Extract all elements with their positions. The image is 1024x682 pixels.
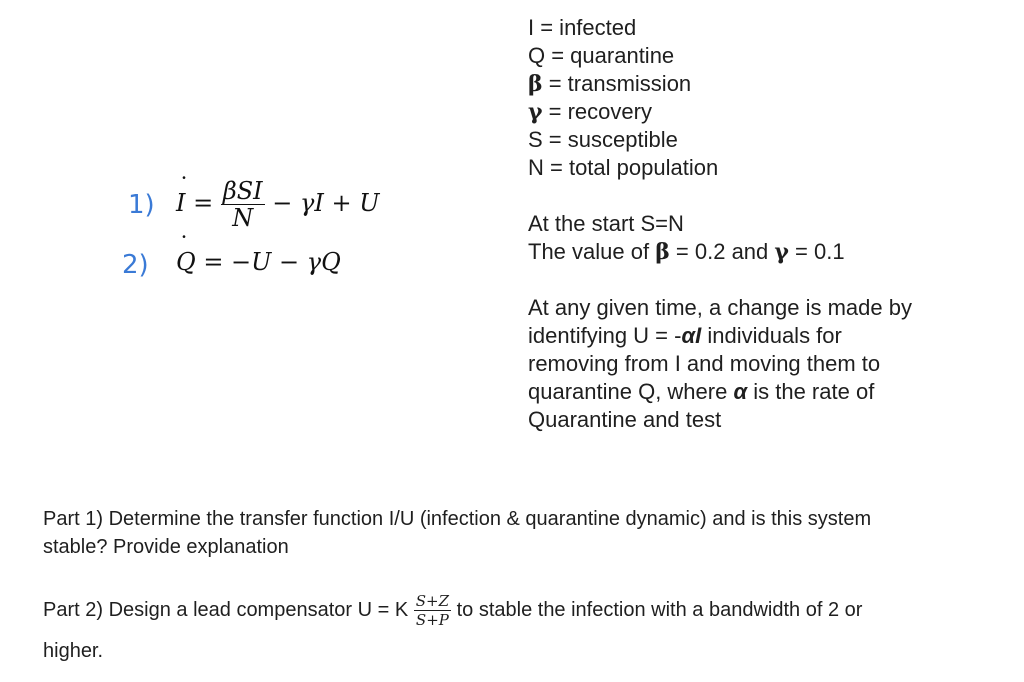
definition-recovery [528,98,718,126]
equation-1-label: 1) [128,190,155,220]
part-2-suffix: to stable the infection with a bandwidth of 2 or [456,598,863,621]
gamma-symbol: γ [774,239,789,265]
note-change-4 [528,378,912,406]
note-values-prefix: The value of [528,239,656,264]
gamma-symbol: γ [528,99,543,125]
eq1-numerator: βSI [222,177,263,205]
frac-numerator: S+Z [415,592,450,610]
problem-notes [528,210,912,434]
part-2-line-2: higher. [43,640,104,662]
eq1-equals: = [185,189,221,217]
part-2-line-1 [43,592,862,629]
variable-definitions [528,14,718,182]
note-change-3: removing from I and moving them to [528,351,881,376]
equation-1 [176,178,379,231]
eq1-denominator: N [232,204,254,232]
equation-2-label: 2) [122,250,149,280]
beta-value: = 0.2 and [669,239,775,264]
note-change-2 [528,322,912,350]
definition-total-population: N = total population [528,155,719,180]
eq1-rest: − γI + U [264,189,380,217]
part-1-line-2: stable? Provide explanation [43,536,289,558]
part-1-line-1: Part 1) Determine the transfer function I/U (infection & quarantine dynamic) and is this system [43,508,872,530]
definition-quarantine: Q = quarantine [528,43,675,68]
note-values [528,238,912,266]
part-2 [43,592,862,665]
i-dot: I ˙ [176,189,185,217]
definition-transmission [528,70,718,98]
beta-si-over-n [221,178,265,231]
frac-denominator: S+P [415,611,449,629]
alpha-symbol: α [733,379,748,404]
q-dot: Q ˙ [176,248,196,276]
note-change-4a: quarantine Q, where [528,379,734,404]
note-change-4b: is the rate of [747,379,875,404]
equation-2 [176,248,341,276]
definition-susceptible: S = susceptible [528,127,678,152]
note-change-2a: identifying U = - [528,323,682,348]
note-change-1: At any given time, a change is made by [528,295,912,320]
note-change-2b: individuals for [701,323,842,348]
note-start: At the start S=N [528,211,684,236]
definition-infected: I = infected [528,15,637,40]
definition-transmission-text: = transmission [542,71,692,96]
alpha-i-symbol: αI [681,323,702,348]
note-change-5: Quarantine and test [528,407,722,432]
part-2-prefix: Part 2) Design a lead compensator U = K [43,598,409,621]
part-1 [43,505,871,561]
definition-recovery-text: = recovery [542,99,652,124]
beta-symbol: β [528,71,543,97]
beta-symbol: β [655,239,670,265]
lead-compensator-fraction [414,592,451,629]
eq2-rest: = −U − γQ [195,248,341,276]
gamma-value: = 0.1 [788,239,845,264]
